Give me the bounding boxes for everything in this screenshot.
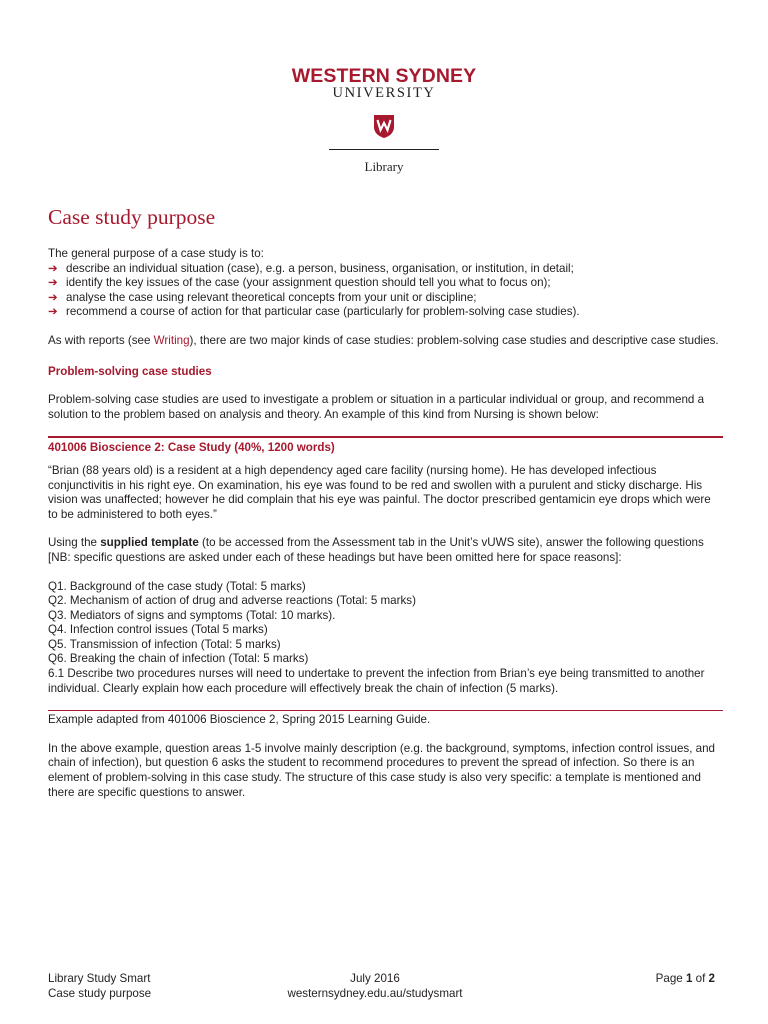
list-item: 6.1 Describe two procedures nurses will need to undertake to prevent the infection from Brian’s eye being transmitted to another individual. Clearly explain how each procedure will effectively break the chain of infection (5 marks). [48, 667, 705, 695]
writing-link[interactable]: Writing [153, 333, 190, 347]
supplied-template-text: supplied template [100, 536, 199, 550]
arrow-right-icon: ➔ [48, 261, 58, 275]
purpose-list [48, 262, 723, 320]
example-title: 401006 Bioscience 2: Case Study (40%, 1200 words) [48, 441, 335, 455]
list-item: ➔ recommend a course of action for that particular case (particularly for problem-solving case studies). [48, 305, 580, 319]
analysis-paragraph: In the above example, question areas 1-5 involve mainly description (e.g. the background, symptoms, infection control issues, and chain of infection), but question 6 asks the student to recommend procedures to prevent the spread of infection. So there is an element of problem-solving in this case study. The structure of this case study is also very specific: a template is mentioned and there are specific questions to answer. [48, 741, 716, 799]
page-title: Case study purpose [48, 205, 216, 229]
footer-url: westernsydney.edu.au/studysmart [287, 986, 463, 1000]
logo-subtitle: UNIVERSITY [332, 85, 436, 101]
page-number: Page 1 of 2 [655, 972, 715, 985]
section-text: Problem-solving case studies are used to investigate a problem or situation in a particular individual or group, and recommend a solution to the problem based on analysis and theory. An example of this kind from Nursing is shown below: [48, 393, 705, 421]
main-content [48, 203, 723, 800]
section-heading: Problem-solving case studies [48, 364, 212, 378]
intro-text: The general purpose of a case study is to: [48, 247, 264, 260]
example-source: Example adapted from 401006 Bioscience 2, Spring 2015 Learning Guide. [48, 710, 723, 728]
list-item: Q6. Breaking the chain of infection (Total: 5 marks) [48, 652, 309, 666]
list-item: Q2. Mechanism of action of drug and adverse reactions (Total: 5 marks) [48, 594, 416, 608]
list-item: Q3. Mediators of signs and symptoms (Total: 10 marks). [48, 608, 336, 622]
list-item: Q4. Infection control issues (Total 5 marks) [48, 623, 268, 637]
university-header [0, 66, 768, 175]
instructions-text: Using the supplied template (to be accessed from the Assessment tab in the Unit’s vUWS site), answer the following questions [NB: specific questions are asked under each of these headings but have been omitted here for space reasons]: [48, 536, 704, 564]
reports-paragraph: As with reports (see Writing), there are two major kinds of case studies: problem-solving case studies and descriptive case studies. [48, 333, 719, 347]
arrow-right-icon: ➔ [48, 305, 58, 319]
case-quote: “Brian (88 years old) is a resident at a high dependency aged care facility (nursing home). He has developed infectious conjunctivitis in his right eye. On examination, his eye was found to be red and swollen with a purulent and sticky discharge. His vision was unaffected; however he did complain that his eye was painful. The doctor prescribed gentamicin eye drops which were to be administered to both eyes.” [48, 463, 711, 521]
list-item: ➔ analyse the case using relevant theoretical concepts from your unit or discipline; [48, 290, 477, 304]
list-item: ➔ identify the key issues of the case (your assignment question should tell you what to focus on); [48, 276, 551, 290]
footer-center: July 2016 westernsydney.edu.au/studysmart [280, 972, 470, 1001]
example-box [48, 436, 723, 696]
arrow-right-icon: ➔ [48, 276, 58, 290]
logo-divider [329, 149, 439, 150]
arrow-right-icon: ➔ [48, 290, 58, 304]
list-item: Q5. Transmission of infection (Total: 5 marks) [48, 637, 281, 651]
footer-left: Library Study Smart Case study purpose [48, 972, 152, 1000]
list-item: ➔ describe an individual situation (case), e.g. a person, business, organisation, or institution, in detail; [48, 261, 574, 275]
shield-icon [373, 114, 395, 139]
library-label: Library [364, 159, 404, 174]
list-item: Q1. Background of the case study (Total: 5 marks) [48, 579, 306, 593]
logo-wordmark: WESTERN SYDNEY [291, 65, 477, 87]
question-list [48, 580, 723, 697]
